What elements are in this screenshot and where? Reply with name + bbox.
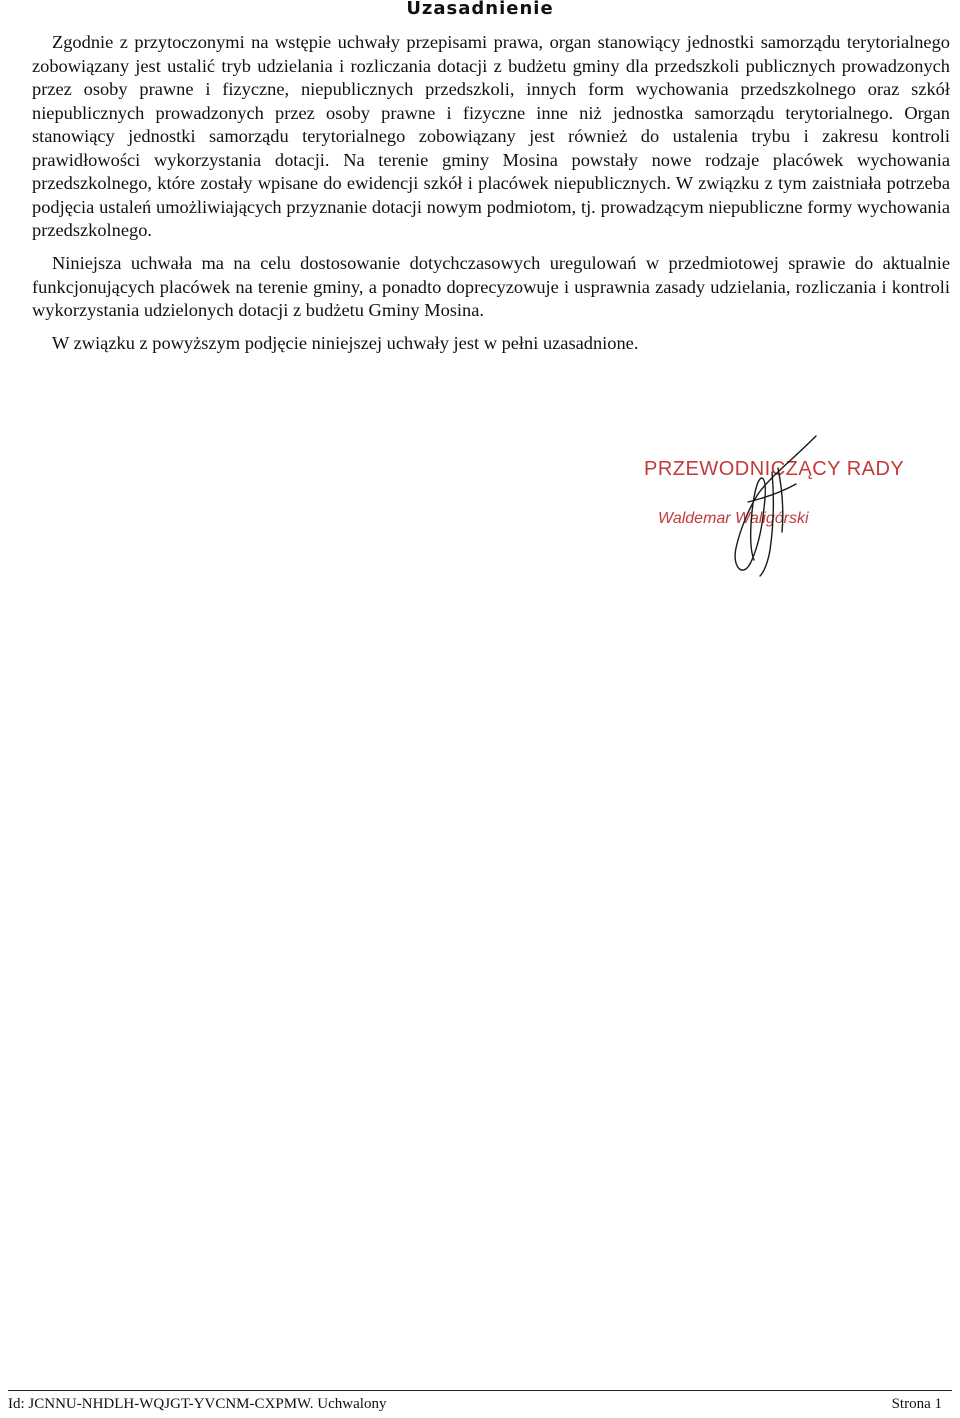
document-title: Uzasadnienie [406, 0, 554, 19]
footer-divider [8, 1390, 952, 1391]
paragraph: Zgodnie z przytoczonymi na wstępie uchwały przepisami prawa, organ stanowiący jednostki samorządu terytorialnego zobowiązany jest ustalić tryb udzielania i rozliczania dotacji z budżetu gminy dla przedszkoli publicznych prowadzonych przez osoby prawne i fizyczne, niepublicznych przedszkoli, innych form wychowania przedszkolnego oraz szkół niepublicznych prowadzonych przez osoby prawne i fizyczne inne niż jednostka samorządu terytorialnego. Organ stanowiący jednostki samorządu terytorialnego zobowiązany jest również do ustalenia trybu i zakresu kontroli prawidłowości wykorzystania dotacji. Na terenie gminy Mosina powstały nowe rodzaje placówek wychowania przedszkolnego, które zostały wpisane do ewidencji szkół i placówek niepublicznych. W związku z tym zaistniała potrzeba podjęcia ustaleń umożliwiających przyznanie dotacji nowym podmiotom, tj. prowadzącym niepubliczne formy wychowania przedszkolnego. [32, 32, 950, 240]
document-id: Id: JCNNU-NHDLH-WQJGT-YVCNM-CXPMW. Uchwalony [8, 1396, 387, 1412]
stamp-title: PRZEWODNICZĄCY RADY [644, 458, 905, 480]
handwritten-signature [720, 432, 830, 582]
paragraph: Niniejsza uchwała ma na celu dostosowanie dotychczasowych uregulowań w przedmiotowej sprawie do aktualnie funkcjonujących placówek na terenie gminy, a ponadto doprecyzowuje i usprawnia zasady udzielania, rozliczania i kontroli wykorzystania udzielonych dotacji z budżetu Gminy Mosina. [32, 253, 950, 320]
paragraph: W związku z powyższym podjęcie niniejszej uchwały jest w pełni uzasadnione. [52, 333, 639, 353]
page-number: Strona 1 [891, 1396, 942, 1412]
stamp-name: Waldemar Waligórski [658, 510, 809, 527]
